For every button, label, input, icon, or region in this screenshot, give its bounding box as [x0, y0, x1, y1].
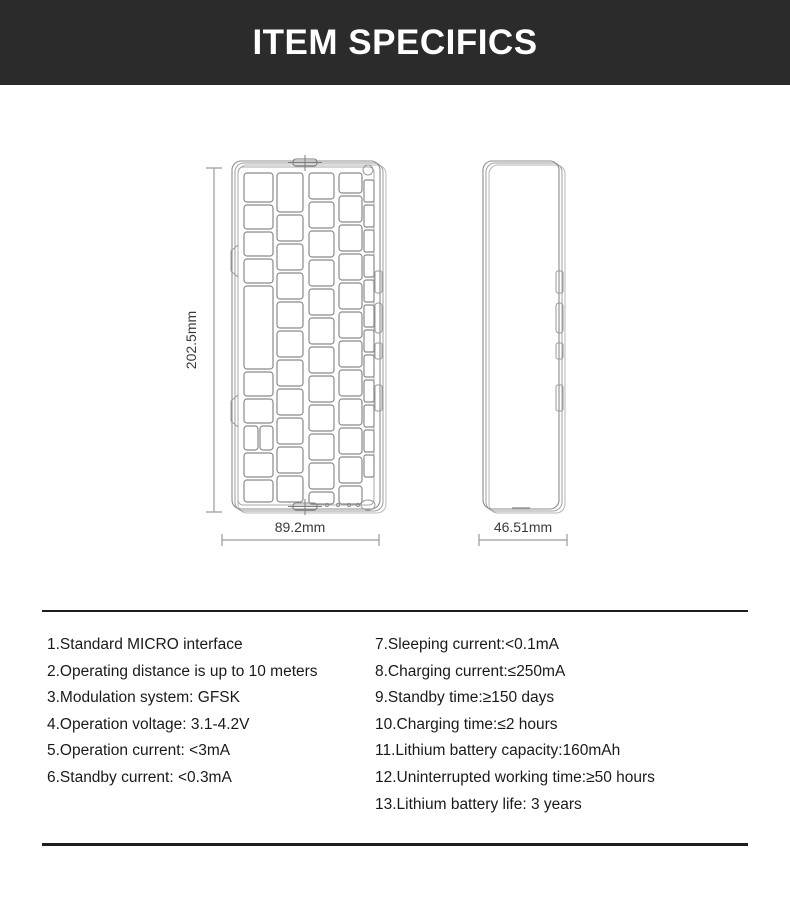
spec-item: 10.Charging time:≤2 hours [375, 715, 558, 733]
spec-item: 8.Charging current:≤250mA [375, 662, 566, 680]
spec-item: 3.Modulation system: GFSK [47, 689, 240, 707]
spec-item: 12.Uninterrupted working time:≥50 hours [375, 768, 655, 786]
spec-column-right [365, 632, 790, 832]
key-column-b [277, 173, 303, 502]
key-column-a [244, 173, 273, 502]
page-title: ITEM SPECIFICS [252, 23, 538, 62]
depth-dimension-label: 46.51mm [493, 519, 553, 535]
spec-list [0, 632, 790, 832]
height-dimension [206, 168, 222, 512]
key-column-d [339, 173, 362, 504]
key-column-c [309, 173, 334, 504]
hinge-top [288, 155, 322, 171]
key-column-e [364, 180, 374, 477]
spec-item: 13.Lithium battery life: 3 years [375, 795, 582, 813]
spec-item: 7.Sleeping current:<0.1mA [375, 636, 559, 653]
header-band [0, 0, 790, 85]
spec-item: 11.Lithium battery capacity:160mAh [375, 742, 621, 760]
spec-column-left [0, 632, 365, 832]
keyboard-top-view [231, 155, 386, 515]
divider-bottom [42, 843, 748, 846]
spec-item: 5.Operation current: <3mA [47, 742, 231, 760]
height-dimension-label: 202.5mm [183, 310, 199, 370]
divider-top [42, 610, 748, 612]
spec-item: 1.Standard MICRO interface [47, 636, 243, 653]
spec-item: 4.Operation voltage: 3.1-4.2V [47, 715, 250, 733]
keyboard-side-view [483, 161, 565, 513]
spec-item: 9.Standby time:≥150 days [375, 689, 555, 707]
depth-dimension [479, 534, 567, 546]
technical-drawing-svg [0, 85, 790, 595]
spec-item: 6.Standby current: <0.3mA [47, 768, 232, 786]
spec-item: 2.Operating distance is up to 10 meters [47, 662, 318, 680]
width-dimension [222, 534, 379, 546]
product-diagram [0, 85, 790, 595]
width-dimension-label: 89.2mm [274, 519, 326, 535]
